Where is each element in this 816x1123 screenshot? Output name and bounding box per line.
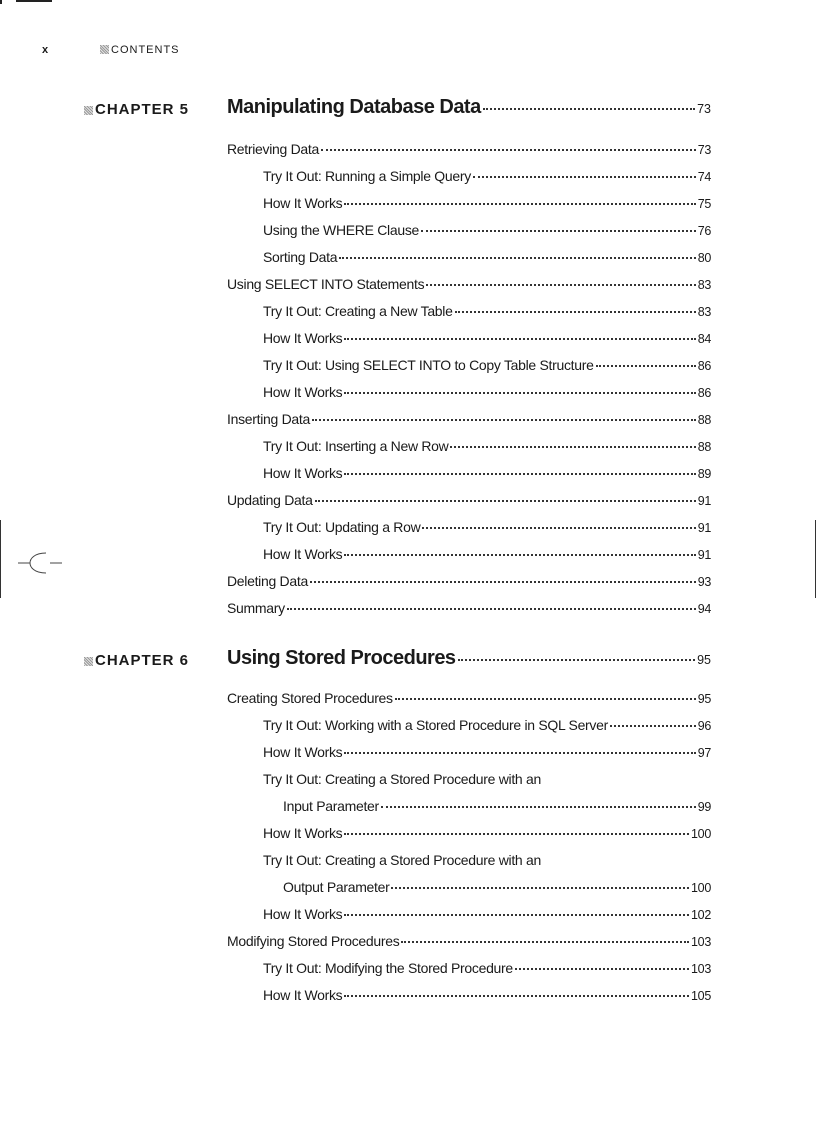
toc-entry[interactable]: Modifying Stored Procedures 103 (227, 933, 711, 949)
toc-entry[interactable]: How It Works 100 (263, 825, 711, 841)
registration-mark-icon (18, 550, 64, 576)
chapter-label: CHAPTER 5 (84, 101, 189, 118)
toc-entry[interactable]: Input Parameter 99 (283, 798, 711, 814)
toc-entry-first-line[interactable]: Try It Out: Creating a Stored Procedure with an (263, 771, 541, 787)
toc-entry[interactable]: Try It Out: Creating a New Table 83 (263, 303, 711, 319)
toc-entry[interactable]: How It Works 89 (263, 465, 711, 481)
leader-dots (483, 108, 695, 110)
page-number: 95 (697, 653, 711, 667)
page-number: 73 (697, 102, 711, 116)
toc-entry[interactable]: Output Parameter 100 (283, 879, 711, 895)
toc-entry[interactable]: Try It Out: Modifying the Stored Procedure 103 (263, 960, 711, 976)
toc-entry[interactable]: Sorting Data 80 (263, 249, 711, 265)
toc-entry[interactable]: How It Works 102 (263, 906, 711, 922)
toc-entry[interactable]: How It Works 75 (263, 195, 711, 211)
toc-entry[interactable]: Using SELECT INTO Statements 83 (227, 276, 711, 292)
bullet-icon (84, 106, 93, 115)
toc-entry[interactable]: Try It Out: Updating a Row 91 (263, 519, 711, 535)
toc-entry[interactable]: Using the WHERE Clause 76 (263, 222, 711, 238)
chapter-title-row[interactable] (227, 647, 711, 670)
toc-entry[interactable]: How It Works 86 (263, 384, 711, 400)
toc-entry[interactable]: Inserting Data 88 (227, 411, 711, 427)
bullet-icon (100, 45, 109, 54)
page-folio: x (42, 44, 50, 56)
toc-entry-first-line[interactable]: Try It Out: Creating a Stored Procedure with an (263, 852, 541, 868)
crop-mark-corner (0, 0, 2, 4)
chapter-title-row[interactable] (227, 96, 711, 119)
toc-entry[interactable]: Deleting Data 93 (227, 573, 711, 589)
chapter-title: Manipulating Database Data (227, 96, 481, 118)
toc-entry[interactable]: Creating Stored Procedures 95 (227, 690, 711, 706)
leader-dots (458, 659, 696, 661)
section-name (100, 44, 180, 56)
toc-entry[interactable]: How It Works 105 (263, 987, 711, 1003)
toc-entry[interactable]: Try It Out: Working with a Stored Procedure in SQL Server 96 (263, 717, 711, 733)
toc-entry[interactable]: Try It Out: Inserting a New Row 88 (263, 438, 711, 454)
toc-entry[interactable]: Summary 94 (227, 600, 711, 616)
toc-entry[interactable]: How It Works 91 (263, 546, 711, 562)
chapter-title: Using Stored Procedures (227, 647, 456, 669)
crop-mark-top (16, 0, 52, 2)
toc-entry[interactable]: Try It Out: Running a Simple Query 74 (263, 168, 711, 184)
section-label: CONTENTS (111, 44, 180, 56)
toc-entry[interactable]: How It Works 97 (263, 744, 711, 760)
toc-entry[interactable]: Updating Data 91 (227, 492, 711, 508)
toc-entry[interactable]: Try It Out: Using SELECT INTO to Copy Table Structure 86 (263, 357, 711, 373)
bullet-icon (84, 657, 93, 666)
toc-entry[interactable]: Retrieving Data 73 (227, 141, 711, 157)
chapter-label: CHAPTER 6 (84, 652, 189, 669)
trim-line-left (0, 520, 1, 598)
toc-entry[interactable]: How It Works 84 (263, 330, 711, 346)
